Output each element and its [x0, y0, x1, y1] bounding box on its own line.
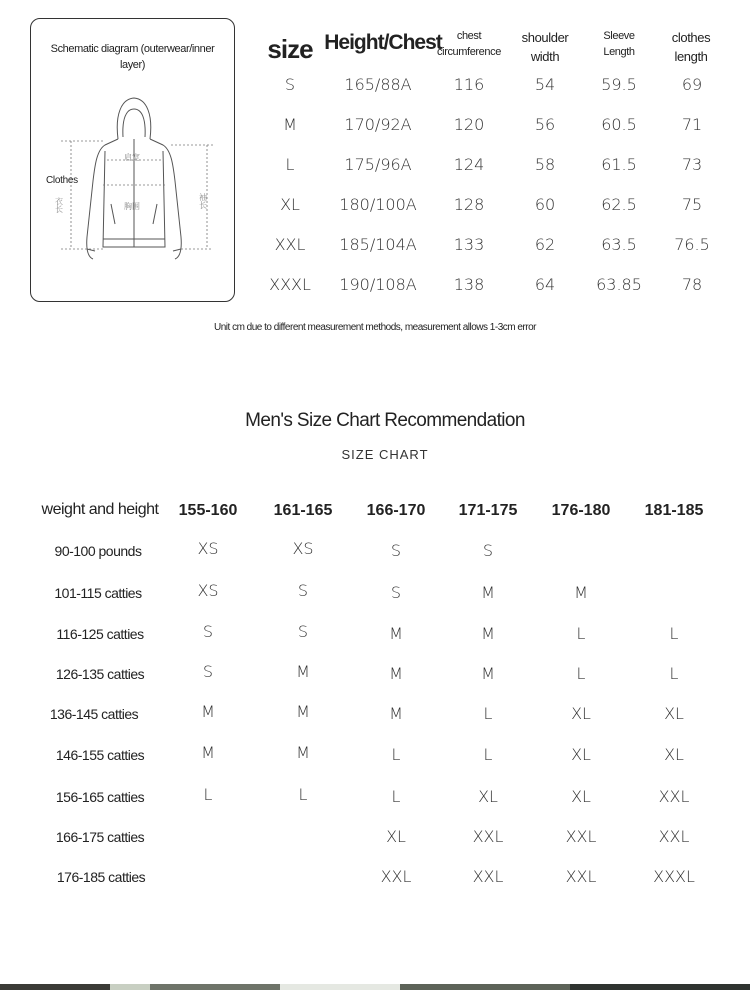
size-cell-shoulder: 64 — [534, 275, 556, 294]
recommended-size-cell: L — [576, 664, 586, 683]
size-cell-size: XL — [280, 195, 300, 214]
weight-row-label: 166-175 catties — [55, 829, 145, 845]
jacket-schematic-icon — [31, 19, 236, 303]
recommended-size-cell: M — [389, 704, 403, 723]
recommended-size-cell: XXL — [658, 787, 690, 806]
header-sleeve: Sleeve Length — [603, 30, 635, 58]
recommended-size-cell: XXXL — [653, 867, 695, 886]
weight-row-label: 156-165 catties — [55, 789, 145, 805]
size-cell-length: 69 — [681, 75, 703, 94]
size-cell-height_chest: 170/92A — [344, 115, 412, 134]
size-cell-height_chest: 185/104A — [339, 235, 417, 254]
recommended-size-cell: M — [389, 664, 403, 683]
bottom-photo-strip — [0, 984, 750, 990]
height-header: 176-180 — [551, 502, 611, 519]
recommended-size-cell: L — [203, 785, 213, 804]
weight-row-label: 176-185 catties — [56, 869, 146, 885]
height-header: 181-185 — [644, 502, 704, 519]
weight-row-label: 126-135 catties — [55, 666, 145, 682]
size-cell-sleeve: 61.5 — [601, 155, 637, 174]
recommended-size-cell: L — [298, 785, 308, 804]
size-cell-size: XXL — [274, 235, 306, 254]
size-cell-height_chest: 180/100A — [339, 195, 417, 214]
size-cell-height_chest: 190/108A — [339, 275, 417, 294]
size-cell-shoulder: 54 — [534, 75, 556, 94]
recommended-size-cell: XS — [197, 581, 219, 600]
recommended-size-cell: XL — [478, 787, 498, 806]
recommended-size-cell: M — [481, 664, 495, 683]
height-header: 161-165 — [273, 502, 333, 519]
recommended-size-cell: S — [297, 581, 309, 600]
weight-row-label: 136-145 catties — [49, 706, 139, 722]
size-cell-chest: 116 — [453, 75, 485, 94]
recommended-size-cell: XXL — [565, 827, 597, 846]
measurement-note: Unit cm due to different measurement methods, measurement allows 1-3cm error — [214, 322, 536, 333]
recommended-size-cell: XXL — [380, 867, 412, 886]
recommended-size-cell: XXL — [472, 827, 504, 846]
size-cell-size: L — [285, 155, 295, 174]
recommended-size-cell: XXL — [658, 827, 690, 846]
size-cell-sleeve: 60.5 — [601, 115, 637, 134]
size-cell-shoulder: 60 — [534, 195, 556, 214]
length-label: 衣长 — [54, 197, 64, 213]
recommended-size-cell: L — [483, 745, 493, 764]
recommended-size-cell: XL — [571, 745, 591, 764]
header-chest: chest circumference — [437, 30, 501, 58]
sleeve-label: 袖长 — [198, 193, 208, 209]
size-cell-length: 75 — [681, 195, 703, 214]
recommended-size-cell: M — [296, 743, 310, 762]
recommended-size-cell: XXL — [565, 867, 597, 886]
recommended-size-cell: M — [201, 743, 215, 762]
recommended-size-cell: L — [669, 664, 679, 683]
shoulder-label: 肩宽 — [124, 153, 140, 162]
recommended-size-cell: M — [481, 624, 495, 643]
recommended-size-cell: L — [669, 624, 679, 643]
recommended-size-cell: L — [576, 624, 586, 643]
recommended-size-cell: M — [389, 624, 403, 643]
size-cell-chest: 128 — [453, 195, 485, 214]
diagram-caption: Schematic diagram (outerwear/inner layer) — [50, 43, 215, 71]
chest-label: 胸围 — [124, 202, 140, 211]
height-header: 171-175 — [458, 502, 518, 519]
size-cell-height_chest: 175/96A — [344, 155, 412, 174]
recommended-size-cell: S — [297, 622, 309, 641]
recommended-size-cell: S — [390, 583, 402, 602]
weight-row-label: 116-125 catties — [56, 626, 144, 642]
weight-row-label: 101-115 catties — [54, 585, 142, 601]
recommended-size-cell: L — [391, 787, 401, 806]
clothes-side-label: Clothes — [46, 175, 78, 186]
recommended-size-cell: M — [296, 702, 310, 721]
recommended-size-cell: XL — [571, 704, 591, 723]
size-cell-height_chest: 165/88A — [344, 75, 412, 94]
recommended-size-cell: XL — [664, 704, 684, 723]
recommended-size-cell: M — [574, 583, 588, 602]
recommended-size-cell: XS — [292, 539, 314, 558]
recommended-size-cell: XS — [197, 539, 219, 558]
size-cell-sleeve: 62.5 — [601, 195, 637, 214]
size-cell-chest: 133 — [453, 235, 485, 254]
height-header: 166-170 — [366, 502, 426, 519]
jacket-diagram-box — [30, 18, 235, 302]
recommended-size-cell: S — [202, 622, 214, 641]
size-cell-chest: 124 — [453, 155, 485, 174]
size-cell-size: M — [283, 115, 297, 134]
recommendation-subtitle: SIZE CHART — [341, 447, 429, 462]
weight-row-label: 146-155 catties — [55, 747, 145, 763]
header-length: clothes length — [671, 30, 711, 64]
size-cell-size: S — [284, 75, 296, 94]
header-size: size — [267, 34, 313, 64]
recommended-size-cell: XL — [386, 827, 406, 846]
recommended-size-cell: XXL — [472, 867, 504, 886]
header-height-chest: Height/Chest — [324, 31, 442, 54]
size-cell-length: 76.5 — [674, 235, 710, 254]
recommended-size-cell: XL — [664, 745, 684, 764]
size-cell-length: 73 — [681, 155, 703, 174]
recommendation-title: Men's Size Chart Recommendation — [245, 410, 525, 431]
recommended-size-cell: S — [482, 541, 494, 560]
recommended-size-cell: L — [391, 745, 401, 764]
size-cell-shoulder: 56 — [534, 115, 556, 134]
size-cell-size: XXXL — [269, 275, 311, 294]
size-cell-length: 71 — [681, 115, 703, 134]
size-cell-sleeve: 59.5 — [601, 75, 637, 94]
weight-row-label: 90-100 pounds — [54, 543, 142, 559]
recommended-size-cell: L — [483, 704, 493, 723]
size-cell-shoulder: 58 — [534, 155, 556, 174]
header-shoulder: shoulder width — [521, 30, 569, 64]
size-cell-chest: 138 — [453, 275, 485, 294]
recommended-size-cell: M — [201, 702, 215, 721]
size-cell-sleeve: 63.85 — [596, 275, 642, 294]
recommended-size-cell: M — [481, 583, 495, 602]
size-cell-shoulder: 62 — [534, 235, 556, 254]
recommended-size-cell: XL — [571, 787, 591, 806]
height-header: 155-160 — [178, 502, 238, 519]
recommended-size-cell: S — [390, 541, 402, 560]
size-cell-sleeve: 63.5 — [601, 235, 637, 254]
recommended-size-cell: M — [296, 662, 310, 681]
recommended-size-cell: S — [202, 662, 214, 681]
size-cell-chest: 120 — [453, 115, 485, 134]
size-cell-length: 78 — [681, 275, 703, 294]
corner-header: weight and height — [41, 501, 159, 518]
